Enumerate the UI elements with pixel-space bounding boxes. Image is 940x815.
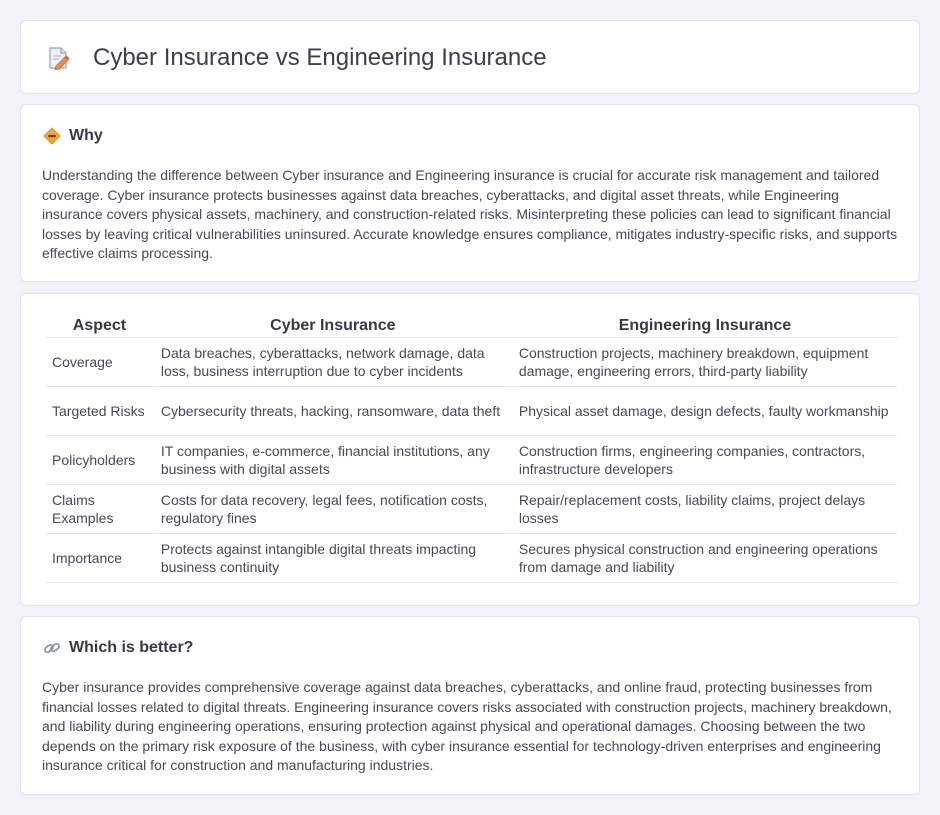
why-title: Why (69, 127, 103, 144)
why-heading (43, 127, 103, 145)
aspect-cell: Targeted Risks (46, 387, 153, 436)
better-title: Which is better? (69, 639, 194, 656)
engineering-cell: Construction projects, machinery breakdown, equipment damage, engineering errors, third-party liability (513, 338, 897, 387)
page-title: Cyber Insurance vs Engineering Insurance (93, 44, 547, 71)
table-row (46, 387, 897, 436)
document-pencil-icon (47, 46, 69, 70)
engineering-cell: Construction firms, engineering companies, contractors, infrastructure developers (513, 436, 897, 485)
engineering-cell: Physical asset damage, design defects, faulty workmanship (513, 387, 897, 436)
table-header-row (46, 316, 897, 338)
why-section (20, 104, 920, 282)
diamond-icon (43, 127, 61, 145)
table-row (46, 485, 897, 534)
header-engineering-insurance: Engineering Insurance (513, 316, 897, 338)
why-text: Understanding the difference between Cyber insurance and Engineering insurance is crucial for accurate risk management and tailored coverage. Cyber insurance protects businesses against data breaches, cyberattacks, and digital asset threats, while Engineering insurance covers physical assets, machinery, and construction-related risks. Misinterpreting these policies can lead to significant financial losses by leaving critical vulnerabilities uninsured. Accurate knowledge ensures compliance, mitigates industry-specific risks, and supports effective claims processing. (42, 167, 898, 262)
engineering-cell: Secures physical construction and engineering operations from damage and liability (513, 534, 897, 583)
cyber-cell: Costs for data recovery, legal fees, notification costs, regulatory fines (155, 485, 511, 534)
aspect-cell: Policyholders (46, 436, 153, 485)
table-row (46, 436, 897, 485)
table-row (46, 534, 897, 583)
cyber-cell: Cybersecurity threats, hacking, ransomware, data theft (155, 387, 511, 436)
cyber-cell: Protects against intangible digital threats impacting business continuity (155, 534, 511, 583)
cyber-cell: IT companies, e-commerce, financial institutions, any business with digital assets (155, 436, 511, 485)
header-card (20, 20, 920, 94)
better-heading (43, 639, 193, 657)
better-text: Cyber insurance provides comprehensive coverage against data breaches, cyberattacks, and online fraud, protecting businesses from financial losses related to digital threats. Engineering insurance covers risks associated with construction projects, machinery breakdown, and liability during engineering operations, ensuring protection against physical and operational damages. Choosing between the two depends on the primary risk exposure of the business, with cyber insurance essential for technology-driven enterprises and engineering insurance critical for construction and manufacturing industries. (42, 679, 892, 774)
aspect-cell: Claims Examples (46, 485, 153, 534)
table-row (46, 338, 897, 387)
header-aspect: Aspect (46, 316, 153, 338)
comparison-table (44, 316, 899, 583)
header-cyber-insurance: Cyber Insurance (155, 316, 511, 338)
aspect-cell: Importance (46, 534, 153, 583)
which-is-better-section (20, 616, 920, 795)
aspect-cell: Coverage (46, 338, 153, 387)
comparison-card (20, 293, 920, 606)
link-icon (43, 639, 61, 657)
cyber-cell: Data breaches, cyberattacks, network damage, data loss, business interruption due to cyber incidents (155, 338, 511, 387)
engineering-cell: Repair/replacement costs, liability claims, project delays losses (513, 485, 897, 534)
